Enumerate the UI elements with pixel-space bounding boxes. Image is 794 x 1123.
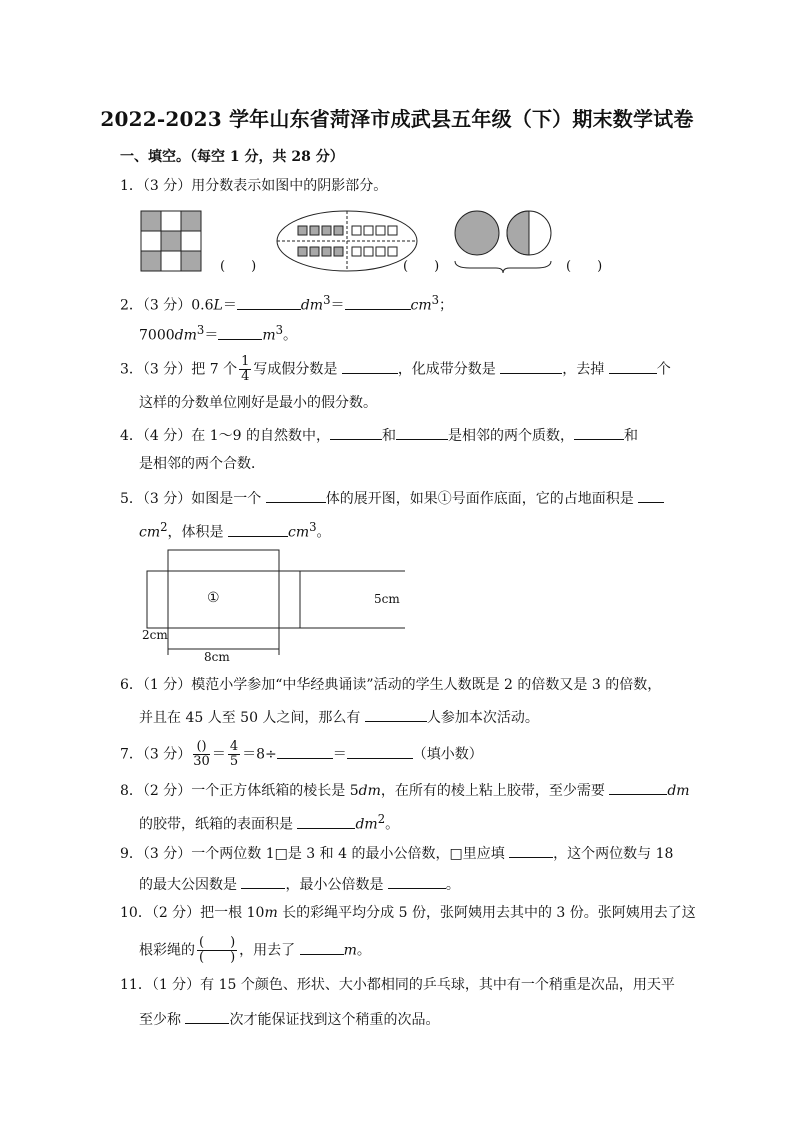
answer-blank[interactable] bbox=[342, 358, 398, 374]
unit-cm: cm bbox=[410, 297, 432, 314]
q8-part-c: 的胶带，纸箱的表面积是 bbox=[139, 816, 298, 833]
equals: ＝ bbox=[330, 297, 345, 314]
answer-blank[interactable] bbox=[638, 487, 664, 503]
question-6-line2 bbox=[139, 706, 539, 728]
q3-part-d: 个 bbox=[656, 361, 671, 378]
q9-part-b: ，这个两位数与 18 bbox=[553, 846, 674, 862]
q8-part-b: ，在所有的棱上粘上胶带，至少需要 bbox=[380, 783, 610, 799]
period: 。 bbox=[385, 816, 400, 833]
answer-paren-1[interactable]: ( ) bbox=[220, 259, 257, 274]
grid-figure bbox=[141, 211, 201, 271]
exp-2: 2 bbox=[160, 520, 168, 534]
answer-blank[interactable] bbox=[297, 813, 355, 829]
label-5cm: 5cm bbox=[374, 592, 400, 606]
question-10-line2 bbox=[139, 936, 371, 965]
label-2cm: 2cm bbox=[142, 628, 168, 642]
answer-blank[interactable] bbox=[365, 706, 427, 722]
cuboid-net-figure bbox=[140, 545, 405, 670]
q4-and: 和 bbox=[381, 428, 396, 444]
q6-part-a: 并且在 45 人至 50 人之间，那么有 bbox=[139, 710, 365, 726]
answer-blank[interactable] bbox=[185, 1008, 229, 1024]
q10-part-b: 长的彩绳平均分成 5 份，张阿姨用去其中的 3 份。张阿姨用去了这 bbox=[277, 905, 696, 921]
answer-blank[interactable] bbox=[609, 779, 667, 795]
exp-3: 3 bbox=[309, 520, 317, 534]
question-5 bbox=[120, 487, 664, 509]
exp-3: 3 bbox=[431, 293, 440, 307]
label-8cm: 8cm bbox=[204, 650, 230, 664]
equals: ＝ bbox=[211, 746, 226, 763]
q9-part-d: ，最小公倍数是 bbox=[285, 877, 388, 893]
answer-blank[interactable] bbox=[266, 487, 326, 503]
answer-paren-2[interactable]: ( ) bbox=[403, 259, 440, 274]
q4-part-b: 是相邻的两个质数， bbox=[447, 428, 574, 444]
question-1-figures bbox=[140, 208, 620, 274]
question-9-line2 bbox=[139, 873, 460, 895]
q10-part-c: 根彩绳的 bbox=[139, 942, 195, 959]
equals: ＝ bbox=[222, 297, 237, 314]
fraction-answer[interactable] bbox=[197, 936, 237, 965]
face-one-label: ① bbox=[207, 590, 220, 606]
q5-part-c: ，体积是 bbox=[167, 524, 228, 541]
answer-blank[interactable] bbox=[388, 873, 446, 889]
q9-part-c: 的最大公因数是 bbox=[139, 877, 242, 893]
fraction-denominator: 30 bbox=[193, 754, 210, 769]
period: 。 bbox=[283, 327, 298, 344]
q8-part-a: 8．（2 分）一个正方体纸箱的棱长是 5 bbox=[120, 783, 359, 799]
fraction-one-quarter bbox=[239, 355, 251, 384]
q3-part-a: 写成假分数是 bbox=[253, 361, 342, 378]
page-title: 2022-2023 学年山东省菏泽市成武县五年级（下）期末数学试卷 bbox=[100, 107, 694, 131]
answer-blank[interactable] bbox=[277, 743, 333, 759]
q4-part-a: 4．（4 分）在 1～9 的自然数中， bbox=[120, 428, 330, 444]
fraction-blank-over-30 bbox=[193, 740, 210, 769]
q11-part-a: 至少称 bbox=[139, 1012, 186, 1028]
answer-blank[interactable] bbox=[300, 939, 344, 955]
question-4-line2: 是相邻的两个合数． bbox=[139, 456, 265, 472]
circles-figure bbox=[455, 211, 551, 273]
unit-dm: dm bbox=[667, 783, 690, 799]
question-11-line2 bbox=[139, 1008, 439, 1030]
question-2 bbox=[120, 290, 453, 316]
answer-blank[interactable] bbox=[609, 358, 657, 374]
question-2-line2 bbox=[139, 320, 297, 346]
semicolon: ； bbox=[439, 297, 454, 314]
question-10 bbox=[120, 903, 696, 923]
q11-part-b: 次才能保证找到这个稍重的次品。 bbox=[229, 1012, 440, 1028]
question-3-line2: 这样的分数单位刚好是最小的假分数。 bbox=[139, 395, 377, 411]
q5-part-b: 体的展开图，如果①号面作底面，它的占地面积是 bbox=[325, 491, 639, 507]
answer-blank[interactable] bbox=[500, 358, 562, 374]
unit-liter: L bbox=[213, 297, 223, 314]
question-8 bbox=[120, 779, 690, 801]
question-5-line2 bbox=[139, 517, 331, 543]
unit-dm: dm bbox=[174, 327, 197, 344]
question-7 bbox=[120, 740, 483, 769]
question-9 bbox=[120, 842, 673, 864]
answer-blank[interactable] bbox=[241, 873, 285, 889]
question-1: 1．（3 分）用分数表示如图中的阴影部分。 bbox=[120, 178, 388, 194]
equals: ＝ bbox=[204, 327, 219, 344]
q3-part-c: ，去掉 bbox=[562, 361, 609, 378]
answer-paren-3[interactable]: ( ) bbox=[566, 259, 603, 274]
question-3 bbox=[120, 355, 671, 384]
q3-part-b: ，化成带分数是 bbox=[397, 361, 501, 378]
answer-blank[interactable] bbox=[218, 324, 262, 340]
unit-m: m bbox=[264, 905, 278, 921]
unit-m: m bbox=[343, 942, 357, 959]
q10-part-d: ，用去了 bbox=[239, 942, 300, 959]
answer-blank[interactable] bbox=[347, 743, 413, 759]
fraction-denominator: 5 bbox=[229, 754, 239, 769]
answer-blank[interactable] bbox=[396, 424, 448, 440]
answer-blank[interactable] bbox=[228, 521, 288, 537]
answer-blank[interactable] bbox=[345, 294, 411, 310]
q4-and: 和 bbox=[623, 428, 638, 444]
equals: ＝ bbox=[332, 746, 347, 763]
q5-part-a: 5．（3 分）如图是一个 bbox=[120, 491, 266, 507]
unit-dm: dm bbox=[300, 297, 324, 314]
answer-blank[interactable] bbox=[574, 424, 624, 440]
fraction-numerator: 1 bbox=[241, 354, 250, 369]
fraction-numerator[interactable]: ( ) bbox=[199, 935, 236, 950]
q10-part-a: 10．（2 分）把一根 10 bbox=[120, 905, 265, 921]
period: 。 bbox=[316, 524, 331, 541]
fraction-denominator: 4 bbox=[241, 369, 250, 384]
q9-part-a: 9．（3 分）一个两位数 1□是 3 和 4 的最小公倍数，□里应填 bbox=[120, 846, 510, 862]
unit-dm: dm bbox=[358, 783, 381, 799]
question-11: 11．（1 分）有 15 个颜色、形状、大小都相同的乒乓球，其中有一个稍重是次品，用天平 bbox=[120, 977, 675, 993]
period: 。 bbox=[356, 942, 371, 959]
fraction-numerator: 4 bbox=[229, 739, 239, 754]
unit-cm: cm bbox=[139, 524, 161, 541]
q2-number: 7000 bbox=[139, 327, 175, 344]
q7-mid: ＝8÷ bbox=[242, 746, 277, 763]
fraction-numerator[interactable]: () bbox=[193, 740, 210, 755]
q7-tail: （填小数） bbox=[412, 746, 483, 763]
answer-blank[interactable] bbox=[330, 424, 382, 440]
q7-head: 7．（3 分） bbox=[120, 746, 192, 763]
period: 。 bbox=[445, 877, 460, 893]
q6-part-b: 人参加本次活动。 bbox=[426, 710, 539, 726]
answer-blank[interactable] bbox=[509, 842, 553, 858]
ellipse-figure bbox=[277, 211, 417, 271]
unit-m: m bbox=[262, 327, 276, 344]
question-8-line2 bbox=[139, 809, 399, 835]
fraction-four-fifths bbox=[228, 740, 240, 769]
unit-dm: dm bbox=[355, 816, 378, 833]
question-6: 6．（1 分）模范小学参加“中华经典诵读”活动的学生人数既是 2 的倍数又是 3 的倍数， bbox=[120, 677, 662, 693]
question-4 bbox=[120, 424, 638, 446]
q2-head: 2．（3 分）0.6 bbox=[120, 297, 214, 314]
unit-cm: cm bbox=[288, 524, 310, 541]
fraction-denominator[interactable]: ( ) bbox=[199, 950, 236, 965]
exp-3: 3 bbox=[196, 323, 205, 337]
exp-2: 2 bbox=[377, 812, 386, 826]
exp-3: 3 bbox=[323, 293, 331, 307]
section-heading: 一、填空。（每空 1 分，共 28 分） bbox=[120, 149, 344, 165]
q3-head: 3．（3 分）把 7 个 bbox=[120, 361, 238, 378]
exp-3: 3 bbox=[275, 323, 284, 337]
answer-blank[interactable] bbox=[237, 294, 301, 310]
